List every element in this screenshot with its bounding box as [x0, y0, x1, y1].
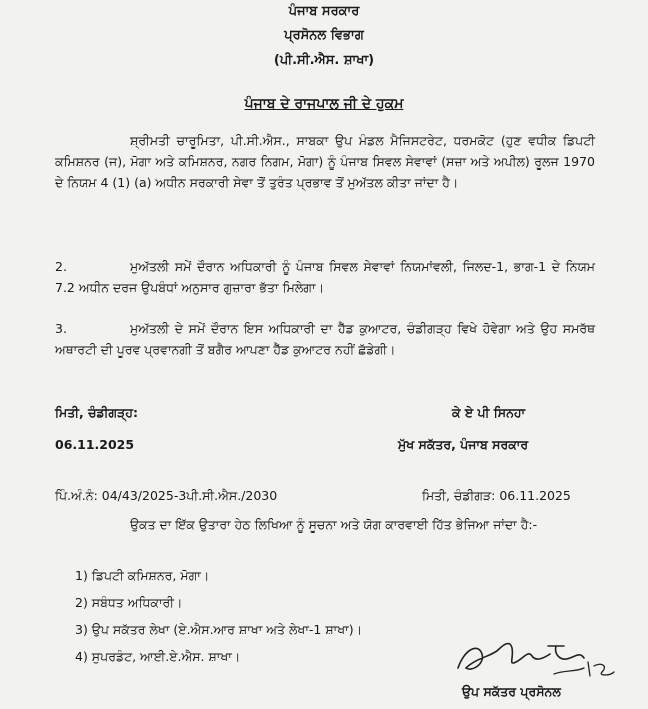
endorsement-text	[55, 514, 595, 536]
cc-item: 2) ਸਬੰਧਤ ਅਧਿਕਾਰੀ।	[75, 595, 183, 610]
order-date: 06.11.2025	[55, 437, 135, 452]
government-heading: ਪੰਜਾਬ ਸਰਕਾਰ	[288, 4, 360, 19]
cc-item: 3) ਉਪ ਸਕੱਤਰ ਲੇਖਾ (ਏ.ਐਸ.ਆਰ ਸ਼ਾਖਾ ਅਤੇ ਲੇਖਾ-1 ਸ਼ਾਖਾ)।	[75, 622, 363, 637]
endorsement-text-body: ਉਕਤ ਦਾ ਇੱਕ ਉਤਾਰਾ ਹੇਠ ਲਿਖਿਆ ਨੂੰ ਸੂਚਨਾ ਅਤੇ ਯੋਗ ਕਾਰਵਾਈ ਹਿੱਤ ਭੇਜਿਆ ਜਾਂਦਾ ਹੈ:-	[130, 517, 538, 532]
signatory-name: ਕੇ ਏ ਪੀ ਸਿਨਹਾ	[452, 405, 526, 420]
paragraph-3	[55, 318, 595, 360]
cc-item: 4) ਸੁਪਰਡੰਟ, ਆਈ.ਏ.ਐਸ. ਸ਼ਾਖਾ।	[75, 649, 241, 664]
deputy-signatory-designation: ਉਪ ਸਕੱਤਰ ਪ੍ਰਸੋਨਲ	[462, 684, 561, 699]
branch-heading: (ਪੀ.ਸੀ.ਐਸ. ਸ਼ਾਖਾ)	[273, 53, 375, 68]
paragraph-3-number: 3.	[55, 321, 67, 336]
department-heading: ਪ੍ਰਸੋਨਲ ਵਿਭਾਗ	[284, 28, 364, 43]
handwritten-signature	[452, 628, 622, 690]
place-date-label: ਮਿਤੀ, ਚੰਡੀਗੜ੍ਹ:	[55, 405, 138, 420]
cc-item: 1) ਡਿਪਟੀ ਕਮਿਸ਼ਨਰ, ਮੋਗਾ।	[75, 568, 210, 583]
paragraph-1	[55, 130, 595, 193]
endorsement-number: ਪਿੰ.ਅੰ.ਨੰ: 04/43/2025-3ਪੀ.ਸੀ.ਐਸ./2030	[55, 488, 278, 503]
paragraph-3-text: ਮੁਅੱਤਲੀ ਦੇ ਸਮੇਂ ਦੌਰਾਨ ਇਸ ਅਧਿਕਾਰੀ ਦਾ ਹੈੱਡ ਕੁਆਟਰ, ਚੰਡੀਗੜ੍ਹ ਵਿਖੇ ਹੋਵੇਗਾ ਅਤੇ ਉਹ ਸਮਰੱਥ ਅਥਾਰਟੀ ਦੀ ਪੂਰਵ ਪ੍ਰਵਾਨਗੀ ਤੋਂ ਬਗੈਰ ਆਪਣਾ ਹੈੱਡ ਕੁਆਟਰ ਨਹੀਂ ਛੱਡੇਗੀ।	[55, 321, 595, 357]
signatory-designation: ਮੁੱਖ ਸਕੱਤਰ, ਪੰਜਾਬ ਸਰਕਾਰ	[398, 437, 529, 452]
paragraph-2-number: 2.	[55, 259, 67, 274]
paragraph-2	[55, 256, 595, 298]
paragraph-1-text: ਸ਼੍ਰੀਮਤੀ ਚਾਰੂਮਿਤਾ, ਪੀ.ਸੀ.ਐਸ., ਸਾਬਕਾ ਉਪ ਮੰਡਲ ਮੈਜਿਸਟਰੇਟ, ਧਰਮਕੋਟ (ਹੁਣ ਵਧੀਕ ਡਿਪਟੀ ਕਮਿਸ਼ਨਰ (ਜ), ਮੋਗਾ ਅਤੇ ਕਮਿਸ਼ਨਰ, ਨਗਰ ਨਿਗਮ, ਮੋਗਾ) ਨੂੰ ਪੰਜਾਬ ਸਿਵਲ ਸੇਵਾਵਾਂ (ਸਜ਼ਾ ਅਤੇ ਅਪੀਲ) ਰੂਲਜ 1970 ਦੇ ਨਿਯਮ 4 (1) (a) ਅਧੀਨ ਸਰਕਾਰੀ ਸੇਵਾ ਤੋਂ ਤੁਰੰਤ ਪ੍ਰਭਾਵ ਤੋਂ ਮੁਅੱਤਲ ਕੀਤਾ ਜਾਂਦਾ ਹੈ।	[55, 133, 595, 190]
order-title: ਪੰਜਾਬ ਦੇ ਰਾਜਪਾਲ ਜੀ ਦੇ ਹੁਕਮ	[244, 96, 404, 112]
paragraph-2-text: ਮੁਅੱਤਲੀ ਸਮੇਂ ਦੌਰਾਨ ਅਧਿਕਾਰੀ ਨੂੰ ਪੰਜਾਬ ਸਿਵਲ ਸੇਵਾਵਾਂ ਨਿਯਮਾਂਵਲੀ, ਜਿਲਦ-1, ਭਾਗ-1 ਦੇ ਨਿਯਮ 7.2 ਅਧੀਨ ਦਰਜ ਉਪਬੰਧਾਂ ਅਨੁਸਾਰ ਗੁਜ਼ਾਰਾ ਭੱਤਾ ਮਿਲੇਗਾ।	[55, 259, 595, 295]
endorsement-date: ਮਿਤੀ, ਚੰਡੀਗੜ: 06.11.2025	[422, 488, 571, 503]
